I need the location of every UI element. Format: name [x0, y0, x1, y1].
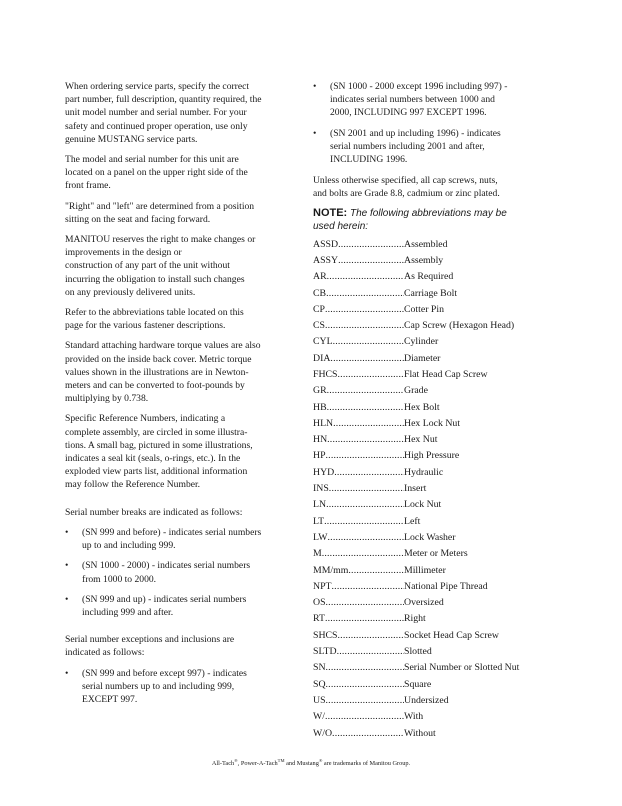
right-column: [313, 80, 553, 742]
dot-leader: [330, 351, 404, 367]
abbreviation-code: SN: [313, 662, 326, 674]
abbreviation-leader: [313, 628, 404, 644]
abbreviation-row: [313, 237, 553, 253]
dot-leader: [325, 302, 404, 318]
abbreviation-meaning: Diameter: [404, 352, 441, 364]
ordering-paragraph: When ordering service parts, specify the correct part number, full description, quantity required, the unit model number and serial number. For your safety and continued proper operation, use only genuine MUSTANG service parts.: [65, 81, 262, 145]
dot-leader: [329, 481, 404, 497]
abbreviation-leader: [313, 367, 404, 383]
abbreviation-meaning: Right: [404, 613, 426, 625]
abbreviation-code: HN: [313, 434, 328, 446]
dot-leader: [337, 644, 404, 660]
dot-leader: [338, 237, 404, 253]
abbreviation-row: [313, 579, 553, 595]
abbreviation-meaning: Serial Number or Slotted Nut: [404, 662, 520, 674]
abbreviation-leader: [313, 611, 404, 627]
abbreviation-row: [313, 611, 553, 627]
abbreviations-reference-paragraph: Refer to the abbreviations table located on this page for the various fastener descriptions.: [65, 307, 244, 332]
abbreviation-leader: [313, 530, 404, 546]
dot-leader: [327, 432, 404, 448]
serial-exceptions-list-left: [65, 667, 297, 707]
serial-exceptions-list-right: [313, 80, 553, 166]
abbreviation-code: CS: [313, 320, 325, 332]
abbreviation-leader: [313, 302, 404, 318]
abbreviation-leader: [313, 269, 404, 285]
abbreviation-code: W/: [313, 711, 325, 723]
list-item: • (SN 1000 - 2000) - indicates serial numbers from 1000 to 2000.: [65, 559, 297, 585]
right-left-paragraph: "Right" and "left" are determined from a position sitting on the seat and facing forward.: [65, 200, 255, 225]
abbreviation-meaning: Cap Screw (Hexagon Head): [404, 320, 515, 332]
abbreviation-meaning: Meter or Meters: [404, 548, 468, 560]
abbreviation-code: SLTD: [313, 646, 337, 658]
abbreviation-row: [313, 726, 553, 742]
abbreviation-code: CP: [313, 303, 325, 315]
abbreviation-code: CB: [313, 287, 327, 299]
abbreviation-leader: [313, 709, 404, 725]
abbreviation-row: [313, 693, 553, 709]
abbreviation-row: [313, 709, 553, 725]
abbreviation-leader: [313, 465, 404, 481]
serial-breaks-list: [65, 526, 297, 619]
abbreviation-leader: [313, 595, 404, 611]
abbreviation-meaning: Hydraulic: [404, 466, 444, 478]
abbreviation-code: W/O: [313, 727, 333, 739]
abbreviation-meaning: National Pipe Thread: [404, 580, 488, 592]
abbreviation-code: LN: [313, 499, 327, 511]
abbreviation-leader: [313, 286, 404, 302]
left-column: [65, 80, 297, 706]
abbreviation-meaning: Slotted: [404, 646, 432, 658]
dot-leader: [326, 286, 404, 302]
abbreviation-code: LT: [313, 515, 325, 527]
abbreviation-meaning: Left: [404, 515, 421, 527]
abbreviation-leader: [313, 497, 404, 513]
dot-leader: [326, 595, 404, 611]
abbreviation-row: [313, 400, 553, 416]
abbreviation-code: HYD: [313, 466, 335, 478]
abbreviation-row: [313, 286, 553, 302]
dot-leader: [326, 660, 404, 676]
abbreviation-code: HB: [313, 401, 327, 413]
abbreviation-meaning: Assembled: [404, 238, 448, 250]
abbreviation-code: HLN: [313, 417, 334, 429]
dot-leader: [326, 693, 404, 709]
abbreviation-code: ASSD: [313, 238, 339, 250]
abbreviation-meaning: Hex Bolt: [404, 401, 440, 413]
abbreviation-meaning: Carriage Bolt: [404, 287, 458, 299]
abbreviation-row: [313, 677, 553, 693]
abbreviation-row: [313, 660, 553, 676]
abbreviation-row: [313, 367, 553, 383]
abbreviation-meaning: Insert: [404, 483, 427, 495]
abbreviation-code: INS: [313, 483, 329, 495]
abbreviation-row: [313, 481, 553, 497]
abbreviation-leader: [313, 416, 404, 432]
abbreviation-meaning: As Required: [404, 271, 454, 283]
dot-leader: [325, 611, 404, 627]
abbreviation-leader: [313, 481, 404, 497]
dot-leader: [326, 448, 404, 464]
dot-leader: [332, 726, 404, 742]
trademark-footer: All-Tach®, Power-A-Tach™ and Mustang® are trademarks of Manitou Group.: [211, 758, 411, 768]
abbreviation-row: [313, 432, 553, 448]
dot-leader: [327, 400, 404, 416]
abbreviation-row: [313, 318, 553, 334]
abbreviation-meaning: Hex Nut: [404, 434, 438, 446]
abbreviation-row: [313, 628, 553, 644]
fastener-grade-paragraph: Unless otherwise specified, all cap screws, nuts, and bolts are Grade 8.8, cadmium or zinc plated.: [313, 175, 500, 200]
abbreviation-leader: [313, 400, 404, 416]
abbreviation-row: [313, 530, 553, 546]
abbreviation-meaning: Cylinder: [404, 336, 439, 348]
abbreviation-code: OS: [313, 597, 326, 609]
abbreviation-row: [313, 514, 553, 530]
abbreviation-code: HP: [313, 450, 326, 462]
abbreviation-row: [313, 644, 553, 660]
dot-leader: [325, 709, 404, 725]
dot-leader: [334, 465, 404, 481]
abbreviation-code: SHCS: [313, 629, 338, 641]
dot-leader: [325, 318, 404, 334]
abbreviation-row: [313, 383, 553, 399]
abbreviation-meaning: Square: [404, 678, 432, 690]
dot-leader: [333, 416, 404, 432]
dot-leader: [324, 514, 404, 530]
abbreviation-meaning: High Pressure: [404, 450, 460, 462]
dot-leader: [326, 677, 404, 693]
abbreviation-meaning: Undersized: [404, 694, 449, 706]
list-item: • (SN 999 and before) - indicates serial numbers up to and including 999.: [65, 526, 297, 552]
abbreviation-code: LW: [313, 531, 328, 543]
abbreviation-row: [313, 497, 553, 513]
dot-leader: [348, 563, 404, 579]
abbreviation-row: [313, 448, 553, 464]
abbreviation-code: NPT: [313, 580, 332, 592]
abbreviation-leader: [313, 693, 404, 709]
abbreviation-meaning: Lock Nut: [404, 499, 442, 511]
list-item: • (SN 999 and before except 997) - indicates serial numbers up to and including 999, EXCEPT 997.: [65, 667, 297, 707]
abbreviation-leader: [313, 334, 404, 350]
abbreviation-meaning: Without: [404, 727, 436, 739]
serial-exceptions-heading: Serial number exceptions and inclusions are indicated as follows:: [65, 634, 235, 659]
dot-leader: [332, 579, 404, 595]
abbreviation-leader: [313, 448, 404, 464]
abbreviation-row: [313, 302, 553, 318]
abbreviation-leader: [313, 237, 404, 253]
abbreviation-meaning: Grade: [404, 385, 428, 397]
abbreviation-meaning: Oversized: [404, 597, 444, 609]
list-item: • (SN 1000 - 2000 except 1996 including 997) - indicates serial numbers between 1000 and 2000, INCLUDING 997 EXCEPT 1996.: [313, 80, 553, 120]
abbreviation-meaning: Hex Lock Nut: [404, 417, 461, 429]
abbreviation-code: FHCS: [313, 369, 338, 380]
dot-leader: [326, 497, 404, 513]
abbreviation-code: US: [313, 694, 326, 706]
abbreviation-code: ASSY: [313, 254, 339, 266]
serial-breaks-heading: Serial number breaks are indicated as follows:: [65, 506, 243, 518]
abbreviation-meaning: With: [404, 711, 424, 723]
abbreviation-leader: [313, 677, 404, 693]
dot-leader: [338, 253, 404, 269]
abbreviation-leader: [313, 514, 404, 530]
abbreviation-row: [313, 334, 553, 350]
abbreviation-leader: [313, 432, 404, 448]
abbreviation-meaning: Millimeter: [404, 564, 446, 576]
manitou-rights-paragraph: MANITOU reserves the right to make changes or improvements in the design or construction of any part of the unit without incurring the obligation to install such changes on any previously delivered units.: [65, 234, 256, 298]
list-item: • (SN 999 and up) - indicates serial numbers including 999 and after.: [65, 593, 297, 619]
abbreviation-meaning: Flat Head Cap Screw: [404, 369, 488, 380]
abbreviation-row: [313, 269, 553, 285]
abbreviation-meaning: Lock Washer: [404, 531, 456, 543]
abbreviation-leader: [313, 318, 404, 334]
abbreviation-code: DIA: [313, 352, 331, 364]
abbreviation-leader: [313, 660, 404, 676]
abbreviation-row: [313, 465, 553, 481]
abbreviation-row: [313, 595, 553, 611]
abbreviation-leader: [313, 644, 404, 660]
reference-numbers-paragraph: Specific Reference Numbers, indicating a complete assembly, are circled in some illustra- tions. A small bag, pictured in some illustrations, indicates a seal kit (seals, o-rings, etc.). In the exploded view parts list, additional information may follow the Reference Number.: [65, 413, 253, 491]
abbreviation-meaning: Socket Head Cap Screw: [404, 629, 499, 641]
abbreviation-code: M: [313, 548, 322, 560]
abbreviation-code: RT: [313, 613, 325, 625]
abbreviation-row: [313, 546, 553, 562]
dot-leader: [327, 269, 404, 285]
dot-leader: [333, 334, 404, 350]
abbreviation-meaning: Assembly: [404, 254, 444, 266]
abbreviation-leader: [313, 253, 404, 269]
abbreviation-row: [313, 351, 553, 367]
abbreviation-code: CYL: [313, 336, 333, 348]
torque-paragraph: Standard attaching hardware torque values are also provided on the inside back cover. Metric torque values shown in the illustrations are in Newton- meters and can be converted to foot-pounds by multiplying by 0.738.: [65, 340, 261, 405]
dot-leader: [338, 367, 404, 383]
dot-leader: [328, 530, 404, 546]
dot-leader: [327, 383, 404, 399]
abbreviation-code: AR: [313, 271, 327, 283]
dot-leader: [322, 546, 404, 562]
note-label: NOTE:: [313, 206, 348, 219]
abbreviation-row: [313, 563, 553, 579]
abbreviations-list: [313, 237, 553, 742]
abbreviation-leader: [313, 726, 404, 742]
abbreviation-leader: [313, 563, 404, 579]
abbreviation-row: [313, 253, 553, 269]
abbreviation-code: GR: [313, 385, 327, 397]
abbreviation-leader: [313, 546, 404, 562]
list-item: • (SN 2001 and up including 1996) - indicates serial numbers including 2001 and after, INCLUDING 1996.: [313, 127, 553, 167]
abbreviation-leader: [313, 383, 404, 399]
abbreviation-meaning: Cotter Pin: [404, 303, 445, 315]
abbreviation-leader: [313, 351, 404, 367]
abbreviation-row: [313, 416, 553, 432]
abbreviation-code: MM/mm: [313, 564, 349, 576]
dot-leader: [338, 628, 404, 644]
abbreviation-code: SQ: [313, 678, 326, 690]
abbreviation-leader: [313, 579, 404, 595]
serial-location-paragraph: The model and serial number for this unit are located on a panel on the upper right side of the front frame.: [65, 154, 248, 192]
abbreviations-note: NOTE: The following abbreviations may be used herein:: [313, 206, 507, 232]
